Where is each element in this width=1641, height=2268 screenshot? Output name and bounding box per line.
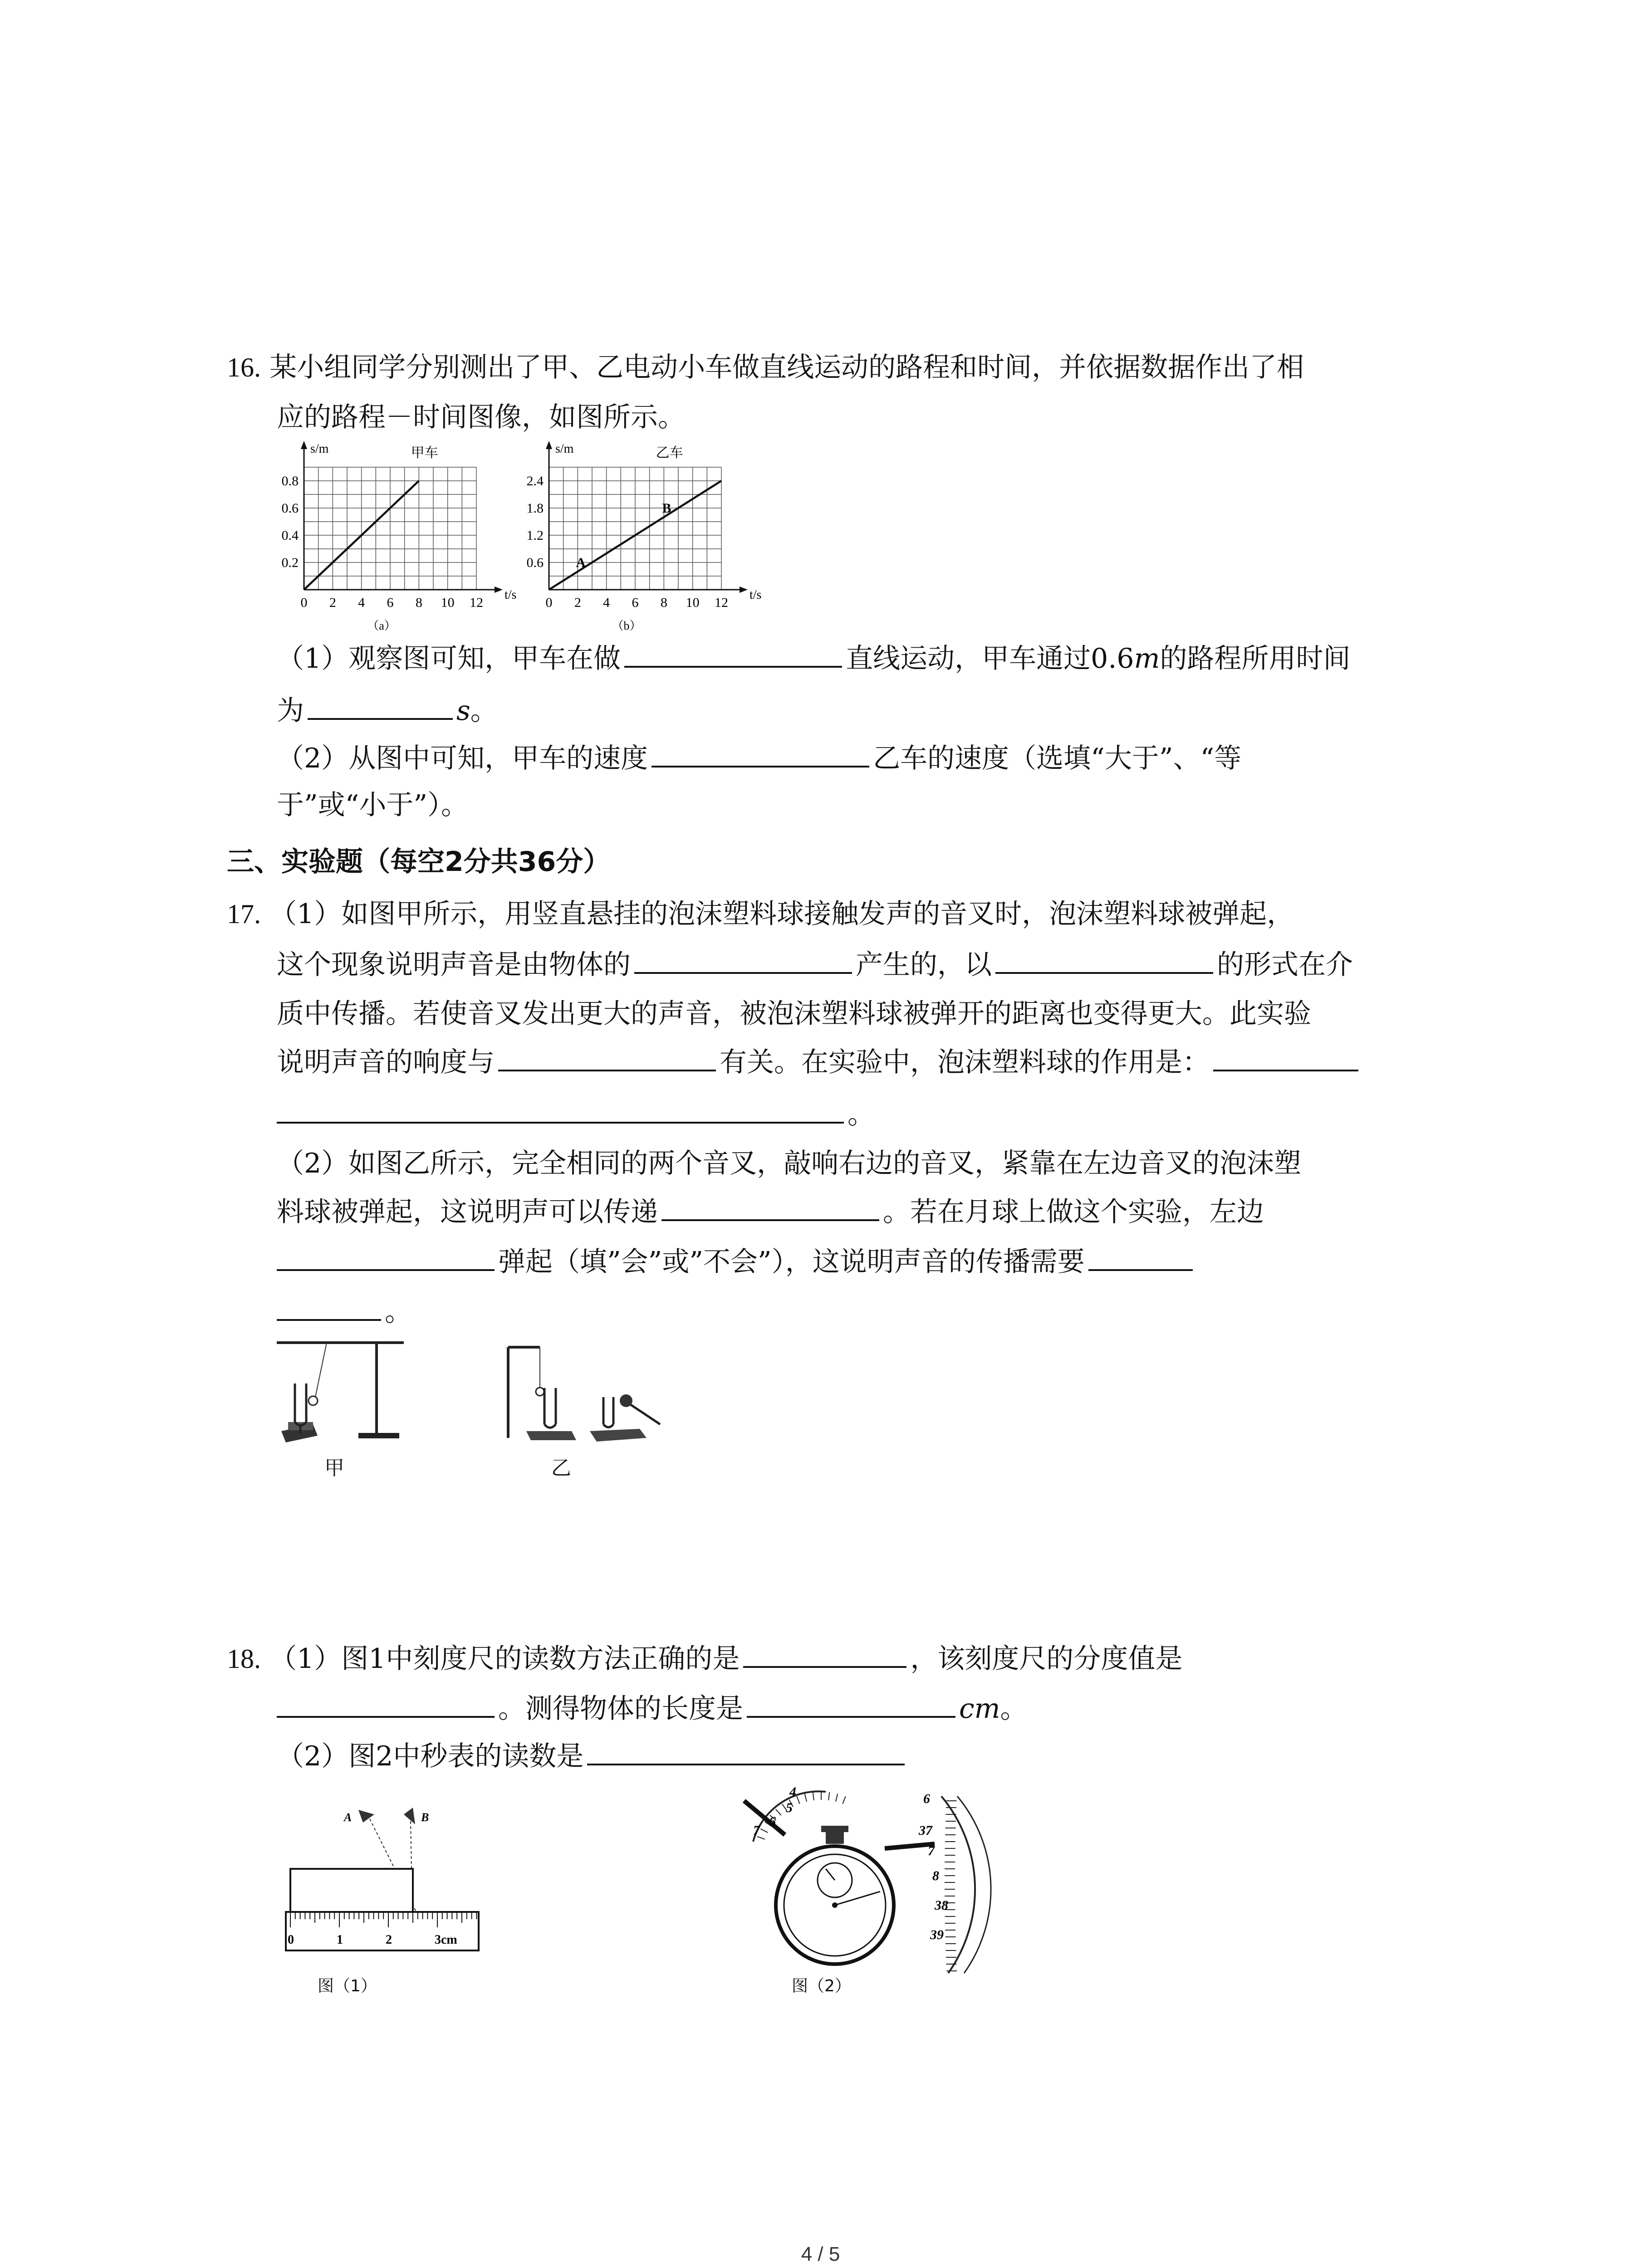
view-label-a: A	[344, 1811, 352, 1824]
x-tick-label: 10	[686, 595, 700, 610]
q18-blank-division[interactable]	[277, 1690, 495, 1718]
y-tick-label: 0.2	[281, 555, 299, 570]
q18-line1	[227, 1640, 1182, 1677]
ruler-figure	[277, 1796, 481, 1969]
q18-line2	[277, 1690, 1028, 1727]
q16-blank-speed[interactable]	[652, 739, 869, 767]
x-tick-label: 4	[358, 595, 365, 610]
fig2-caption: 图（2）	[792, 1977, 851, 1995]
eye-a-icon	[358, 1810, 374, 1823]
x-tick-label: 10	[441, 595, 455, 610]
foam-ball-yi-icon	[536, 1388, 544, 1396]
q17-line7	[277, 1193, 1264, 1230]
y-tick-label: 0.6	[526, 555, 544, 570]
q17-l9: 。	[385, 1296, 412, 1328]
x-axis-label: t/s	[749, 588, 762, 602]
q17-blank-medium-b[interactable]	[277, 1293, 381, 1321]
foam-ball-icon	[309, 1396, 318, 1405]
q17-line8	[277, 1243, 1196, 1280]
tuning-fork-figure-yi	[495, 1338, 667, 1447]
chart-b-plot	[527, 441, 762, 632]
x-tick-label: 8	[415, 595, 422, 610]
y-axis-arrow	[301, 441, 307, 449]
chart-b	[517, 435, 771, 635]
q16-part1-line1	[277, 640, 1351, 677]
chart-title: 乙车	[656, 445, 683, 460]
q18-l1a: （1）图1中刻度尺的读数方法正确的是	[269, 1643, 740, 1675]
q17-l8a: 弹起（填”会”或”不会”），这说明声音的传播需要	[498, 1246, 1085, 1278]
y-axis-arrow	[546, 441, 552, 449]
q17-l2b: 产生的，以	[856, 949, 992, 981]
large-dial-label: 6	[923, 1791, 930, 1806]
stand-yi	[508, 1347, 540, 1438]
q17-line6: （2）如图乙所示，完全相同的两个音叉，敲响右边的音叉，紧靠在左边音叉的泡沫塑	[277, 1148, 1302, 1179]
stopwatch-figure	[735, 1783, 989, 1978]
q17-blank-moon[interactable]	[277, 1243, 495, 1271]
q17-blank-medium-a[interactable]	[1088, 1243, 1193, 1271]
x-axis-arrow	[740, 587, 748, 593]
q18-blank-length[interactable]	[747, 1690, 955, 1718]
q18-l3: （2）图2中秒表的读数是	[277, 1740, 584, 1772]
small-dial-tick	[813, 1792, 814, 1800]
q17-blank-vibration[interactable]	[634, 946, 852, 974]
left-fork-base	[526, 1431, 576, 1440]
y-axis-label: s/m	[555, 442, 574, 456]
q17-l5: 。	[847, 1099, 875, 1130]
ruler-label: 2	[386, 1933, 392, 1947]
large-dial-labels	[918, 1791, 948, 1942]
chart-caption: （b）	[612, 619, 642, 632]
caption-jia: 甲	[324, 1457, 344, 1480]
small-dial-tick	[805, 1794, 807, 1801]
q16-p1c: 的路程所用时间	[1160, 643, 1351, 675]
large-dial-zoom	[885, 1796, 991, 1973]
q17-l2a: 这个现象说明声音是由物体的	[277, 949, 631, 981]
mallet-icon	[620, 1394, 660, 1424]
ruler-label: 0	[288, 1933, 294, 1947]
q16-part2-line1	[277, 739, 1241, 777]
q16-stem-line1	[227, 349, 1304, 386]
q16-p2b: 乙车的速度（选填“大于”、“等	[873, 743, 1242, 774]
x-tick-label: 6	[387, 595, 394, 610]
y-tick-label: 2.4	[526, 474, 544, 489]
q17-l4a: 说明声音的响度与	[277, 1046, 495, 1078]
q16-blank-motion[interactable]	[624, 640, 842, 668]
small-dial-label: 6	[769, 1814, 776, 1829]
chart-a-plot	[282, 441, 517, 632]
small-dial-tick	[836, 1794, 838, 1801]
section3-title: 三、实验题（每空2分共36分）	[227, 846, 611, 878]
q18-number: 18.	[227, 1644, 261, 1674]
large-dial-pointer	[885, 1844, 935, 1848]
large-dial-label: 8	[932, 1868, 939, 1883]
q18-blank-method[interactable]	[743, 1640, 906, 1668]
x-tick-label: 2	[574, 595, 581, 610]
q17-blank-role-a[interactable]	[1213, 1043, 1358, 1071]
q17-line3: 质中传播。若使音叉发出更大的声音，被泡沫塑料球被弹开的距离也变得更大。此实验	[277, 998, 1311, 1030]
small-dial-label: 4	[789, 1784, 796, 1799]
y-tick-label: 0.8	[281, 474, 299, 489]
q17-line4	[277, 1043, 1362, 1080]
q16-p1b: 直线运动，甲车通过0.6	[846, 643, 1134, 675]
x-tick-label: 4	[603, 595, 610, 610]
ruler-label: 1	[337, 1933, 343, 1947]
q17-blank-energy[interactable]	[661, 1193, 879, 1221]
eye-b-icon	[404, 1808, 415, 1824]
x-tick-label: 0	[545, 595, 553, 610]
y-tick-label: 0.6	[281, 501, 299, 516]
small-dial-tick	[776, 1809, 781, 1815]
q16-p1e: 。	[470, 695, 498, 727]
q16-number: 16.	[227, 352, 261, 382]
small-dial-label: 7	[753, 1823, 760, 1838]
small-dial-tick	[797, 1796, 799, 1804]
q17-l7b: 。若在月球上做这个实验，左边	[883, 1196, 1264, 1228]
point-label-a: A	[576, 555, 586, 570]
y-tick-label: 0.4	[281, 528, 299, 543]
q17-blank-amplitude[interactable]	[498, 1043, 716, 1071]
q17-number: 17.	[227, 899, 261, 929]
large-dial-label: 37	[919, 1823, 932, 1838]
chart-caption: （a）	[367, 619, 396, 632]
y-axis-label: s/m	[310, 442, 329, 456]
q17-blank-role-b[interactable]	[277, 1095, 844, 1124]
q16-p1d: 为	[277, 695, 304, 727]
left-fork-icon	[544, 1388, 556, 1428]
right-fork-icon	[603, 1397, 613, 1427]
x-tick-label: 12	[470, 595, 483, 610]
q17-line1	[227, 896, 1294, 932]
q17-line5	[277, 1095, 875, 1133]
q18-l2a: 。测得物体的长度是	[498, 1693, 743, 1725]
small-dial-tick	[843, 1796, 845, 1804]
q18-blank-stopwatch[interactable]	[587, 1737, 905, 1765]
thread-jia	[315, 1343, 327, 1397]
q17-line9	[277, 1293, 412, 1330]
q17-l1: （1）如图甲所示，用竖直悬挂的泡沫塑料球接触发声的音叉时，泡沫塑料球被弹起，	[269, 898, 1294, 930]
q16-part1-line2	[277, 692, 498, 729]
q17-line2	[277, 946, 1353, 983]
q16-p2a: （2）从图中可知，甲车的速度	[277, 743, 648, 774]
q16-unit-s: s	[456, 695, 470, 727]
q17-l2c: 的形式在介	[1217, 949, 1353, 981]
small-dial-pointer	[744, 1801, 785, 1835]
q18-l1b: ，该刻度尺的分度值是	[910, 1643, 1183, 1675]
measured-block	[290, 1869, 413, 1912]
small-dial-tick	[828, 1792, 829, 1800]
x-axis-label: t/s	[505, 588, 517, 602]
q16-stem1: 某小组同学分别测出了甲、乙电动小车做直线运动的路程和时间，并依据数据作出了相	[269, 352, 1304, 383]
x-tick-label: 6	[632, 595, 639, 610]
chart-a	[277, 435, 517, 635]
q16-blank-time[interactable]	[308, 692, 453, 720]
x-tick-label: 0	[300, 595, 308, 610]
right-fork-base	[590, 1429, 647, 1442]
stopwatch-icon	[776, 1826, 894, 1964]
small-dial-label: 5	[786, 1800, 793, 1815]
y-tick-label: 1.2	[526, 528, 544, 543]
point-label-b: B	[662, 501, 671, 516]
fig1-caption: 图（1）	[318, 1977, 377, 1995]
x-tick-label: 2	[329, 595, 336, 610]
view-label-b: B	[421, 1811, 429, 1824]
y-tick-label: 1.8	[526, 501, 544, 516]
x-axis-arrow	[495, 587, 503, 593]
page-number: 4 / 5	[801, 2243, 840, 2265]
q16-unit-m: m	[1134, 643, 1160, 675]
large-dial-label: 39	[930, 1927, 944, 1942]
q18-unit-cm: cm	[959, 1693, 1000, 1725]
q18-l2b: 。	[1000, 1693, 1028, 1725]
q16-stem-line2: 应的路程－时间图像，如图所示。	[277, 401, 685, 433]
ruler-label: 3cm	[435, 1933, 457, 1947]
caption-yi: 乙	[551, 1457, 571, 1480]
x-tick-label: 12	[715, 595, 728, 610]
q18-line3	[277, 1737, 908, 1774]
x-tick-label: 8	[660, 595, 667, 610]
tuning-fork-figure-jia	[272, 1329, 408, 1447]
small-dial-tick	[760, 1829, 768, 1833]
chart-title: 甲车	[411, 445, 438, 460]
q17-l4b: 有关。在实验中，泡沫塑料球的作用是：	[720, 1046, 1210, 1078]
q16-p1a: （1）观察图可知，甲车在做	[277, 643, 621, 675]
q17-blank-wave[interactable]	[995, 946, 1213, 974]
q17-l7a: 料球被弹起，这说明声可以传递	[277, 1196, 658, 1228]
large-dial-label: 38	[935, 1898, 948, 1913]
q16-part2-line2: 于”或“小于”）。	[277, 789, 469, 821]
large-dial-label: 7	[928, 1843, 935, 1858]
